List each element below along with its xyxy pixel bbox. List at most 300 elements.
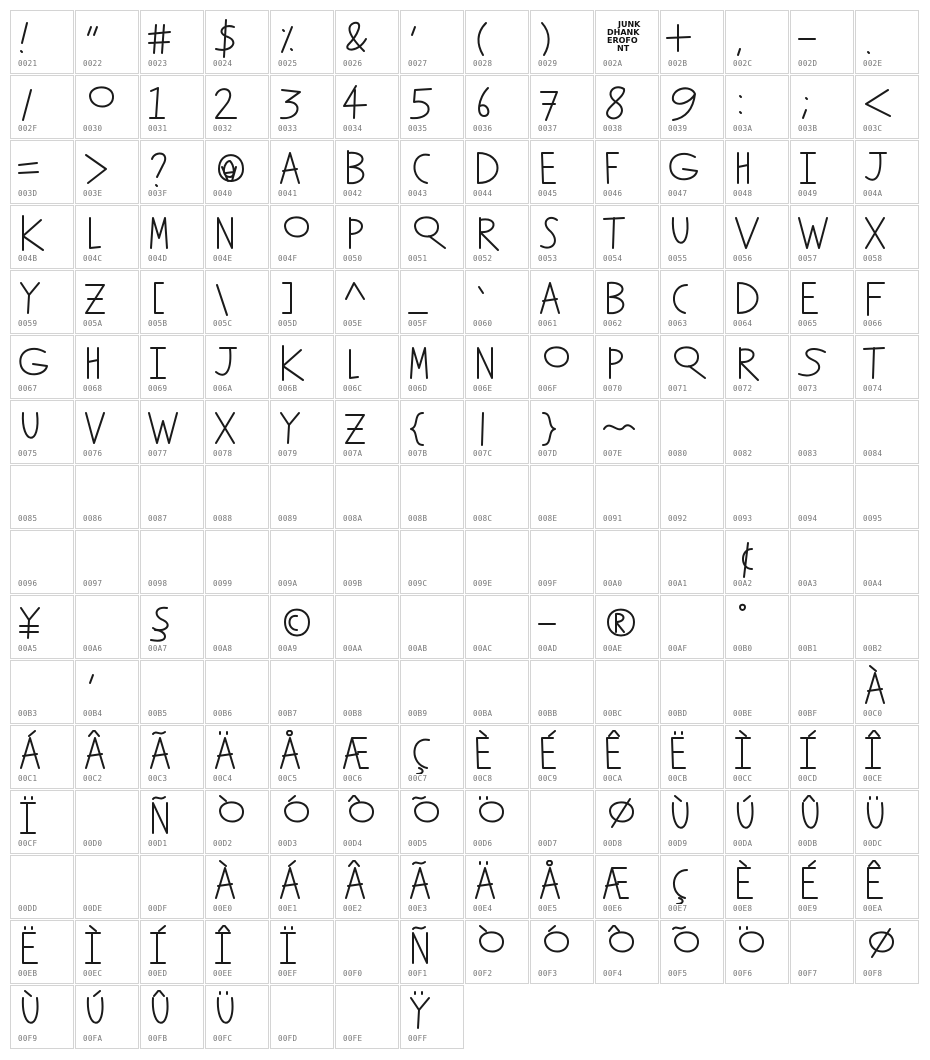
glyph-code-label: 00FF (408, 1034, 428, 1043)
glyph-cell-004d (140, 205, 204, 269)
glyph-cell-0066 (855, 270, 919, 334)
glyph-stroke (216, 732, 234, 768)
glyph-code-label: 00C3 (148, 774, 168, 783)
glyph-0047-icon (661, 145, 725, 189)
glyph-00f4-icon (596, 925, 660, 969)
glyph-cell-00e3 (400, 855, 464, 919)
glyph-stroke (608, 610, 634, 636)
glyph-00d5-icon (401, 795, 465, 839)
glyph-cell-007c (465, 400, 529, 464)
glyph-cell-00c3 (140, 725, 204, 789)
glyph-stroke (480, 218, 498, 250)
glyph-cell-0061 (530, 270, 594, 334)
glyph-cell-0072 (725, 335, 789, 399)
glyph-code-label: 009C (408, 579, 428, 588)
glyph-stroke (86, 413, 104, 443)
glyph-code-label: 0080 (668, 449, 688, 458)
glyph-00fc-icon (206, 990, 270, 1034)
glyph-code-label: 00AD (538, 644, 558, 653)
glyph-stroke (86, 285, 104, 313)
glyph-005a-icon (76, 275, 140, 319)
glyph-cell-0067 (10, 335, 74, 399)
glyph-005b-icon (141, 275, 205, 319)
glyph-cell-00eb (10, 920, 74, 984)
glyph-cell-0033 (270, 75, 334, 139)
glyph-stroke (281, 927, 295, 963)
glyph-code-label: 0032 (213, 124, 233, 133)
glyph-cell-0021 (10, 10, 74, 74)
glyph-code-label: 00AE (603, 644, 623, 653)
glyph-007b-icon (401, 405, 465, 449)
glyph-00fb-icon (141, 990, 205, 1034)
glyph-cell-00c0 (855, 660, 919, 724)
glyph-cell-00be (725, 660, 789, 724)
glyph-cell-0050 (335, 205, 399, 269)
glyph-007a-icon (336, 405, 400, 449)
glyph-code-label: 004A (863, 189, 883, 198)
glyph-cell-00bc (595, 660, 659, 724)
glyph-stroke (675, 347, 705, 378)
glyph-cell-00a4 (855, 530, 919, 594)
glyph-cell-003d (10, 140, 74, 204)
glyph-code-label: 0050 (343, 254, 363, 263)
glyph-0052-icon (466, 210, 530, 254)
glyph-00ce-icon (856, 730, 920, 774)
glyph-cell-009b (335, 530, 399, 594)
glyph-code-label: 00D1 (148, 839, 168, 848)
glyph-006d-icon (401, 340, 465, 384)
glyph-0027-icon (401, 15, 465, 59)
glyph-code-label: 0091 (603, 514, 623, 523)
glyph-stroke (411, 992, 429, 1028)
glyph-cell-00b8 (335, 660, 399, 724)
glyph-cell-0044 (465, 140, 529, 204)
glyph-cell-0099 (205, 530, 269, 594)
glyph-cell-00c6 (335, 725, 399, 789)
glyph-003f-icon (141, 145, 205, 189)
glyph-cell-00de (75, 855, 139, 919)
glyph-cell-0085 (10, 465, 74, 529)
glyph-code-label: 0076 (83, 449, 103, 458)
glyph-code-label: 007E (603, 449, 623, 458)
glyph-cell-0045 (530, 140, 594, 204)
glyph-code-label: 00F7 (798, 969, 818, 978)
glyph-0040-icon (206, 145, 270, 189)
glyph-cell-0091 (595, 465, 659, 529)
glyph-code-label: 0060 (473, 319, 493, 328)
glyph-cell-00b2 (855, 595, 919, 659)
glyph-cell-00df (140, 855, 204, 919)
glyph-cell-005a (75, 270, 139, 334)
glyph-code-label: 0025 (278, 59, 298, 68)
glyph-code-label: 0068 (83, 384, 103, 393)
glyph-0025-icon (271, 15, 335, 59)
glyph-00cd-icon (791, 730, 855, 774)
glyph-00f5-icon (661, 925, 725, 969)
glyph-code-label: 00E2 (343, 904, 363, 913)
glyph-stroke (738, 796, 753, 828)
glyph-cell-00b5 (140, 660, 204, 724)
glyph-cell-0055 (660, 205, 724, 269)
glyph-code-label: 00A7 (148, 644, 168, 653)
glyph-code-label: 0043 (408, 189, 428, 198)
glyph-code-label: 0022 (83, 59, 103, 68)
glyph-code-label: 008A (343, 514, 363, 523)
glyph-code-label: 0056 (733, 254, 753, 263)
glyph-cell-0032 (205, 75, 269, 139)
glyph-cell-0058 (855, 205, 919, 269)
glyph-cell-00f2 (465, 920, 529, 984)
glyph-0060-icon (466, 275, 530, 319)
glyph-stroke (281, 413, 299, 443)
glyph-code-label: 006A (213, 384, 233, 393)
glyph-cell-00af (660, 595, 724, 659)
glyph-code-label: 00A2 (733, 579, 753, 588)
glyph-0053-icon (531, 210, 595, 254)
glyph-cell-00fa (75, 985, 139, 1049)
glyph-stroke (604, 218, 624, 248)
glyph-cell-0079 (270, 400, 334, 464)
glyph-stroke (21, 23, 27, 52)
glyph-code-label: 00BB (538, 709, 558, 718)
glyph-code-label: 00CD (798, 774, 818, 783)
glyph-cell-00ed (140, 920, 204, 984)
glyph-cell-00d6 (465, 790, 529, 854)
glyph-00ee-icon (206, 925, 270, 969)
glyph-cell-003a (725, 75, 789, 139)
glyph-code-label: 00DF (148, 904, 168, 913)
glyph-stroke (414, 155, 429, 183)
glyph-stroke (799, 349, 825, 375)
glyph-0042-icon (336, 145, 400, 189)
glyph-cell-00bf (790, 660, 854, 724)
glyph-grid (10, 10, 920, 1050)
glyph-stroke (667, 25, 690, 51)
glyph-code-label: 0030 (83, 124, 103, 133)
glyph-00f8-icon (856, 925, 920, 969)
glyph-code-label: 00E0 (213, 904, 233, 913)
glyph-0069-icon (141, 340, 205, 384)
glyph-code-label: 00F1 (408, 969, 428, 978)
glyph-cell-0026 (335, 10, 399, 74)
glyph-0070-icon (596, 340, 660, 384)
glyph-cell-00e0 (205, 855, 269, 919)
glyph-cell-00f1 (400, 920, 464, 984)
glyph-code-label: 0054 (603, 254, 623, 263)
glyph-0068-icon (76, 340, 140, 384)
glyph-code-label: 002D (798, 59, 818, 68)
glyph-006f-icon (531, 340, 595, 384)
glyph-stroke (347, 23, 366, 51)
glyph-cell-0037 (530, 75, 594, 139)
glyph-00e3-icon (401, 860, 465, 904)
glyph-cell-005b (140, 270, 204, 334)
glyph-code-label: 00FD (278, 1034, 298, 1043)
glyph-stroke (411, 89, 431, 118)
glyph-code-label: 00F6 (733, 969, 753, 978)
glyph-stroke (478, 153, 498, 183)
glyph-cell-008c (465, 465, 529, 529)
glyph-code-label: 005A (83, 319, 103, 328)
glyph-stroke (479, 88, 488, 116)
glyph-stroke (480, 797, 503, 822)
glyph-stroke (604, 425, 634, 429)
glyph-003b-icon (791, 80, 855, 124)
glyph-cell-0074 (855, 335, 919, 399)
glyph-stroke (610, 348, 622, 378)
glyph-stroke (740, 605, 745, 610)
glyph-cell-008e (530, 465, 594, 529)
glyph-stroke (411, 862, 429, 898)
glyph-code-label: 003B (798, 124, 818, 133)
glyph-cell-007a (335, 400, 399, 464)
glyph-stroke (866, 218, 884, 248)
glyph-stroke (413, 927, 427, 963)
glyph-code-label: 0049 (798, 189, 818, 198)
glyph-stroke (86, 155, 106, 183)
glyph-cell-0040 (205, 140, 269, 204)
glyph-stroke (743, 543, 752, 577)
glyph-code-label: 00F2 (473, 969, 493, 978)
glyph-code-label: 00B0 (733, 644, 753, 653)
glyph-stroke (545, 926, 568, 952)
glyph-code-label: 0096 (18, 579, 38, 588)
glyph-0032-icon (206, 80, 270, 124)
glyph-0044-icon (466, 145, 530, 189)
glyph-code-label: 00AC (473, 644, 493, 653)
glyph-cell-00aa (335, 595, 399, 659)
glyph-code-label: 00A1 (668, 579, 688, 588)
glyph-stroke (216, 413, 234, 443)
glyph-005c-icon (206, 275, 270, 319)
glyph-stroke (23, 90, 31, 120)
glyph-code-label: 0036 (473, 124, 493, 133)
glyph-cell-00c9 (530, 725, 594, 789)
glyph-stroke (477, 731, 490, 768)
glyph-cell-00dc (855, 790, 919, 854)
glyph-stroke (738, 153, 748, 183)
glyph-code-label: 0033 (278, 124, 298, 133)
glyph-code-label: 005B (148, 319, 168, 328)
glyph-code-label: 00E1 (278, 904, 298, 913)
glyph-stroke (870, 929, 893, 957)
glyph-00e7-icon (661, 860, 725, 904)
glyph-cell-009f (530, 530, 594, 594)
glyph-cell-0077 (140, 400, 204, 464)
glyph-cell-0034 (335, 75, 399, 139)
glyph-code-label: 0034 (343, 124, 363, 133)
glyph-cell-0052 (465, 205, 529, 269)
glyph-code-label: 00E9 (798, 904, 818, 913)
glyph-code-label: 008C (473, 514, 493, 523)
glyph-cell-00d9 (660, 790, 724, 854)
glyph-cell-00ec (75, 920, 139, 984)
glyph-code-label: 00F0 (343, 969, 363, 978)
glyph-0064-icon (726, 275, 790, 319)
glyph-003d-icon (11, 145, 75, 189)
glyph-cell-00d5 (400, 790, 464, 854)
glyph-cell-00f5 (660, 920, 724, 984)
glyph-stroke (801, 731, 815, 768)
glyph-code-label: 00CB (668, 774, 688, 783)
glyph-code-label: 00D3 (278, 839, 298, 848)
glyph-code-label: 0099 (213, 579, 233, 588)
glyph-stroke (149, 25, 170, 53)
glyph-cell-002f (10, 75, 74, 139)
glyph-cell-00ef (270, 920, 334, 984)
glyph-00ea-icon (856, 860, 920, 904)
glyph-00b4-icon (76, 665, 140, 709)
glyph-cell-0022 (75, 10, 139, 74)
glyph-cell-005f (400, 270, 464, 334)
glyph-cell-0097 (75, 530, 139, 594)
glyph-code-label: 0024 (213, 59, 233, 68)
glyph-00ff-icon (401, 990, 465, 1034)
glyph-code-label: 007A (343, 449, 363, 458)
glyph-cell-0094 (790, 465, 854, 529)
glyph-code-label: 00D5 (408, 839, 428, 848)
glyph-cell-006e (465, 335, 529, 399)
glyph-code-label: 003C (863, 124, 883, 133)
glyph-003e-icon (76, 145, 140, 189)
glyph-stroke (607, 87, 624, 118)
glyph-stroke (23, 991, 38, 1023)
glyph-code-label: 005F (408, 319, 428, 328)
glyph-code-label: 004B (18, 254, 38, 263)
glyph-code-label: 008E (538, 514, 558, 523)
glyph-0028-icon (466, 15, 530, 59)
glyph-0062-icon (596, 275, 660, 319)
glyph-cell-0092 (660, 465, 724, 529)
glyph-005d-icon (271, 275, 335, 319)
glyph-code-label: 00A6 (83, 644, 103, 653)
glyph-code-label: 00CC (733, 774, 753, 783)
glyph-cell-004a (855, 140, 919, 204)
glyph-code-label: 006C (343, 384, 363, 393)
glyph-code-label: 0075 (18, 449, 38, 458)
glyph-0039-icon (661, 80, 725, 124)
glyph-code-label: 00E6 (603, 904, 623, 913)
glyph-code-label: 004C (83, 254, 103, 263)
glyph-stroke (864, 348, 884, 378)
glyph-stroke (216, 20, 234, 57)
glyph-cell-005e (335, 270, 399, 334)
glyph-stroke (346, 860, 364, 898)
glyph-code-label: 0058 (863, 254, 883, 263)
glyph-00c3-icon (141, 730, 205, 774)
glyph-stroke (610, 799, 633, 827)
glyph-0023-icon (141, 15, 205, 59)
glyph-cell-0089 (270, 465, 334, 529)
glyph-007e-icon (596, 405, 660, 449)
glyph-code-label: 00CA (603, 774, 623, 783)
glyph-stroke (738, 283, 758, 313)
glyph-code-label: 00EC (83, 969, 103, 978)
glyph-cell-00bb (530, 660, 594, 724)
glyph-007d-icon (531, 405, 595, 449)
glyph-0046-icon (596, 145, 660, 189)
glyph-cell-00ca (595, 725, 659, 789)
glyph-cell-00c7 (400, 725, 464, 789)
glyph-cell-0083 (790, 400, 854, 464)
glyph-code-label: 00DA (733, 839, 753, 848)
glyph-code-label: 002E (863, 59, 883, 68)
glyph-0058-icon (856, 210, 920, 254)
glyph-0077-icon (141, 405, 205, 449)
glyph-code-label: 0027 (408, 59, 428, 68)
glyph-0056-icon (726, 210, 790, 254)
glyph-00ca-icon (596, 730, 660, 774)
glyph-stroke (346, 415, 364, 443)
glyph-code-label: 0048 (733, 189, 753, 198)
glyph-code-label: 0084 (863, 449, 883, 458)
glyph-cell-00ab (400, 595, 464, 659)
glyph-0041-icon (271, 145, 335, 189)
glyph-cell-00e7 (660, 855, 724, 919)
glyph-00ed-icon (141, 925, 205, 969)
glyph-code-label: 0038 (603, 124, 623, 133)
glyph-002c-icon (726, 15, 790, 59)
glyph-code-label: 002C (733, 59, 753, 68)
glyph-cell-00b1 (790, 595, 854, 659)
glyph-cell-00f6 (725, 920, 789, 984)
glyph-code-label: 007C (473, 449, 493, 458)
glyph-code-label: 0040 (213, 189, 233, 198)
glyph-code-label: 00BC (603, 709, 623, 718)
glyph-stroke (541, 218, 557, 248)
glyph-00b0-icon (726, 600, 790, 644)
glyph-0051-icon (401, 210, 465, 254)
glyph-cell-00ae (595, 595, 659, 659)
glyph-stroke (153, 990, 168, 1023)
glyph-stroke (21, 283, 39, 313)
glyph-cell-004c (75, 205, 139, 269)
glyph-cell-00fe (335, 985, 399, 1049)
glyph-cell-00d8 (595, 790, 659, 854)
glyph-stroke (23, 927, 37, 963)
glyph-code-label: 00BA (473, 709, 493, 718)
glyph-code-label: 004E (213, 254, 233, 263)
glyph-00ec-icon (76, 925, 140, 969)
glyph-cell-00c5 (270, 725, 334, 789)
glyph-0031-icon (141, 80, 205, 124)
glyph-stroke (868, 860, 882, 898)
glyph-code-label: 004D (148, 254, 168, 263)
glyph-code-label: 002B (668, 59, 688, 68)
glyph-0038-icon (596, 80, 660, 124)
glyph-stroke (152, 153, 165, 186)
glyph-code-label: 00F3 (538, 969, 558, 978)
glyph-code-label: 0071 (668, 384, 688, 393)
glyph-code-label: 00B1 (798, 644, 818, 653)
glyph-0048-icon (726, 145, 790, 189)
glyph-stroke (90, 218, 100, 248)
glyph-code-label: 0082 (733, 449, 753, 458)
glyph-00f3-icon (531, 925, 595, 969)
glyph-stroke (411, 413, 423, 445)
glyph-cell-00f9 (10, 985, 74, 1049)
glyph-00e8-icon (726, 860, 790, 904)
glyph-code-label: 0044 (473, 189, 493, 198)
glyph-stroke (541, 92, 557, 120)
glyph-stroke (674, 285, 687, 313)
glyph-code-label: 008B (408, 514, 428, 523)
glyph-stroke (153, 797, 167, 833)
glyph-code-label: 0067 (18, 384, 38, 393)
glyph-0076-icon (76, 405, 140, 449)
glyph-code-label: 00FB (148, 1034, 168, 1043)
glyph-code-label: 00C6 (343, 774, 363, 783)
